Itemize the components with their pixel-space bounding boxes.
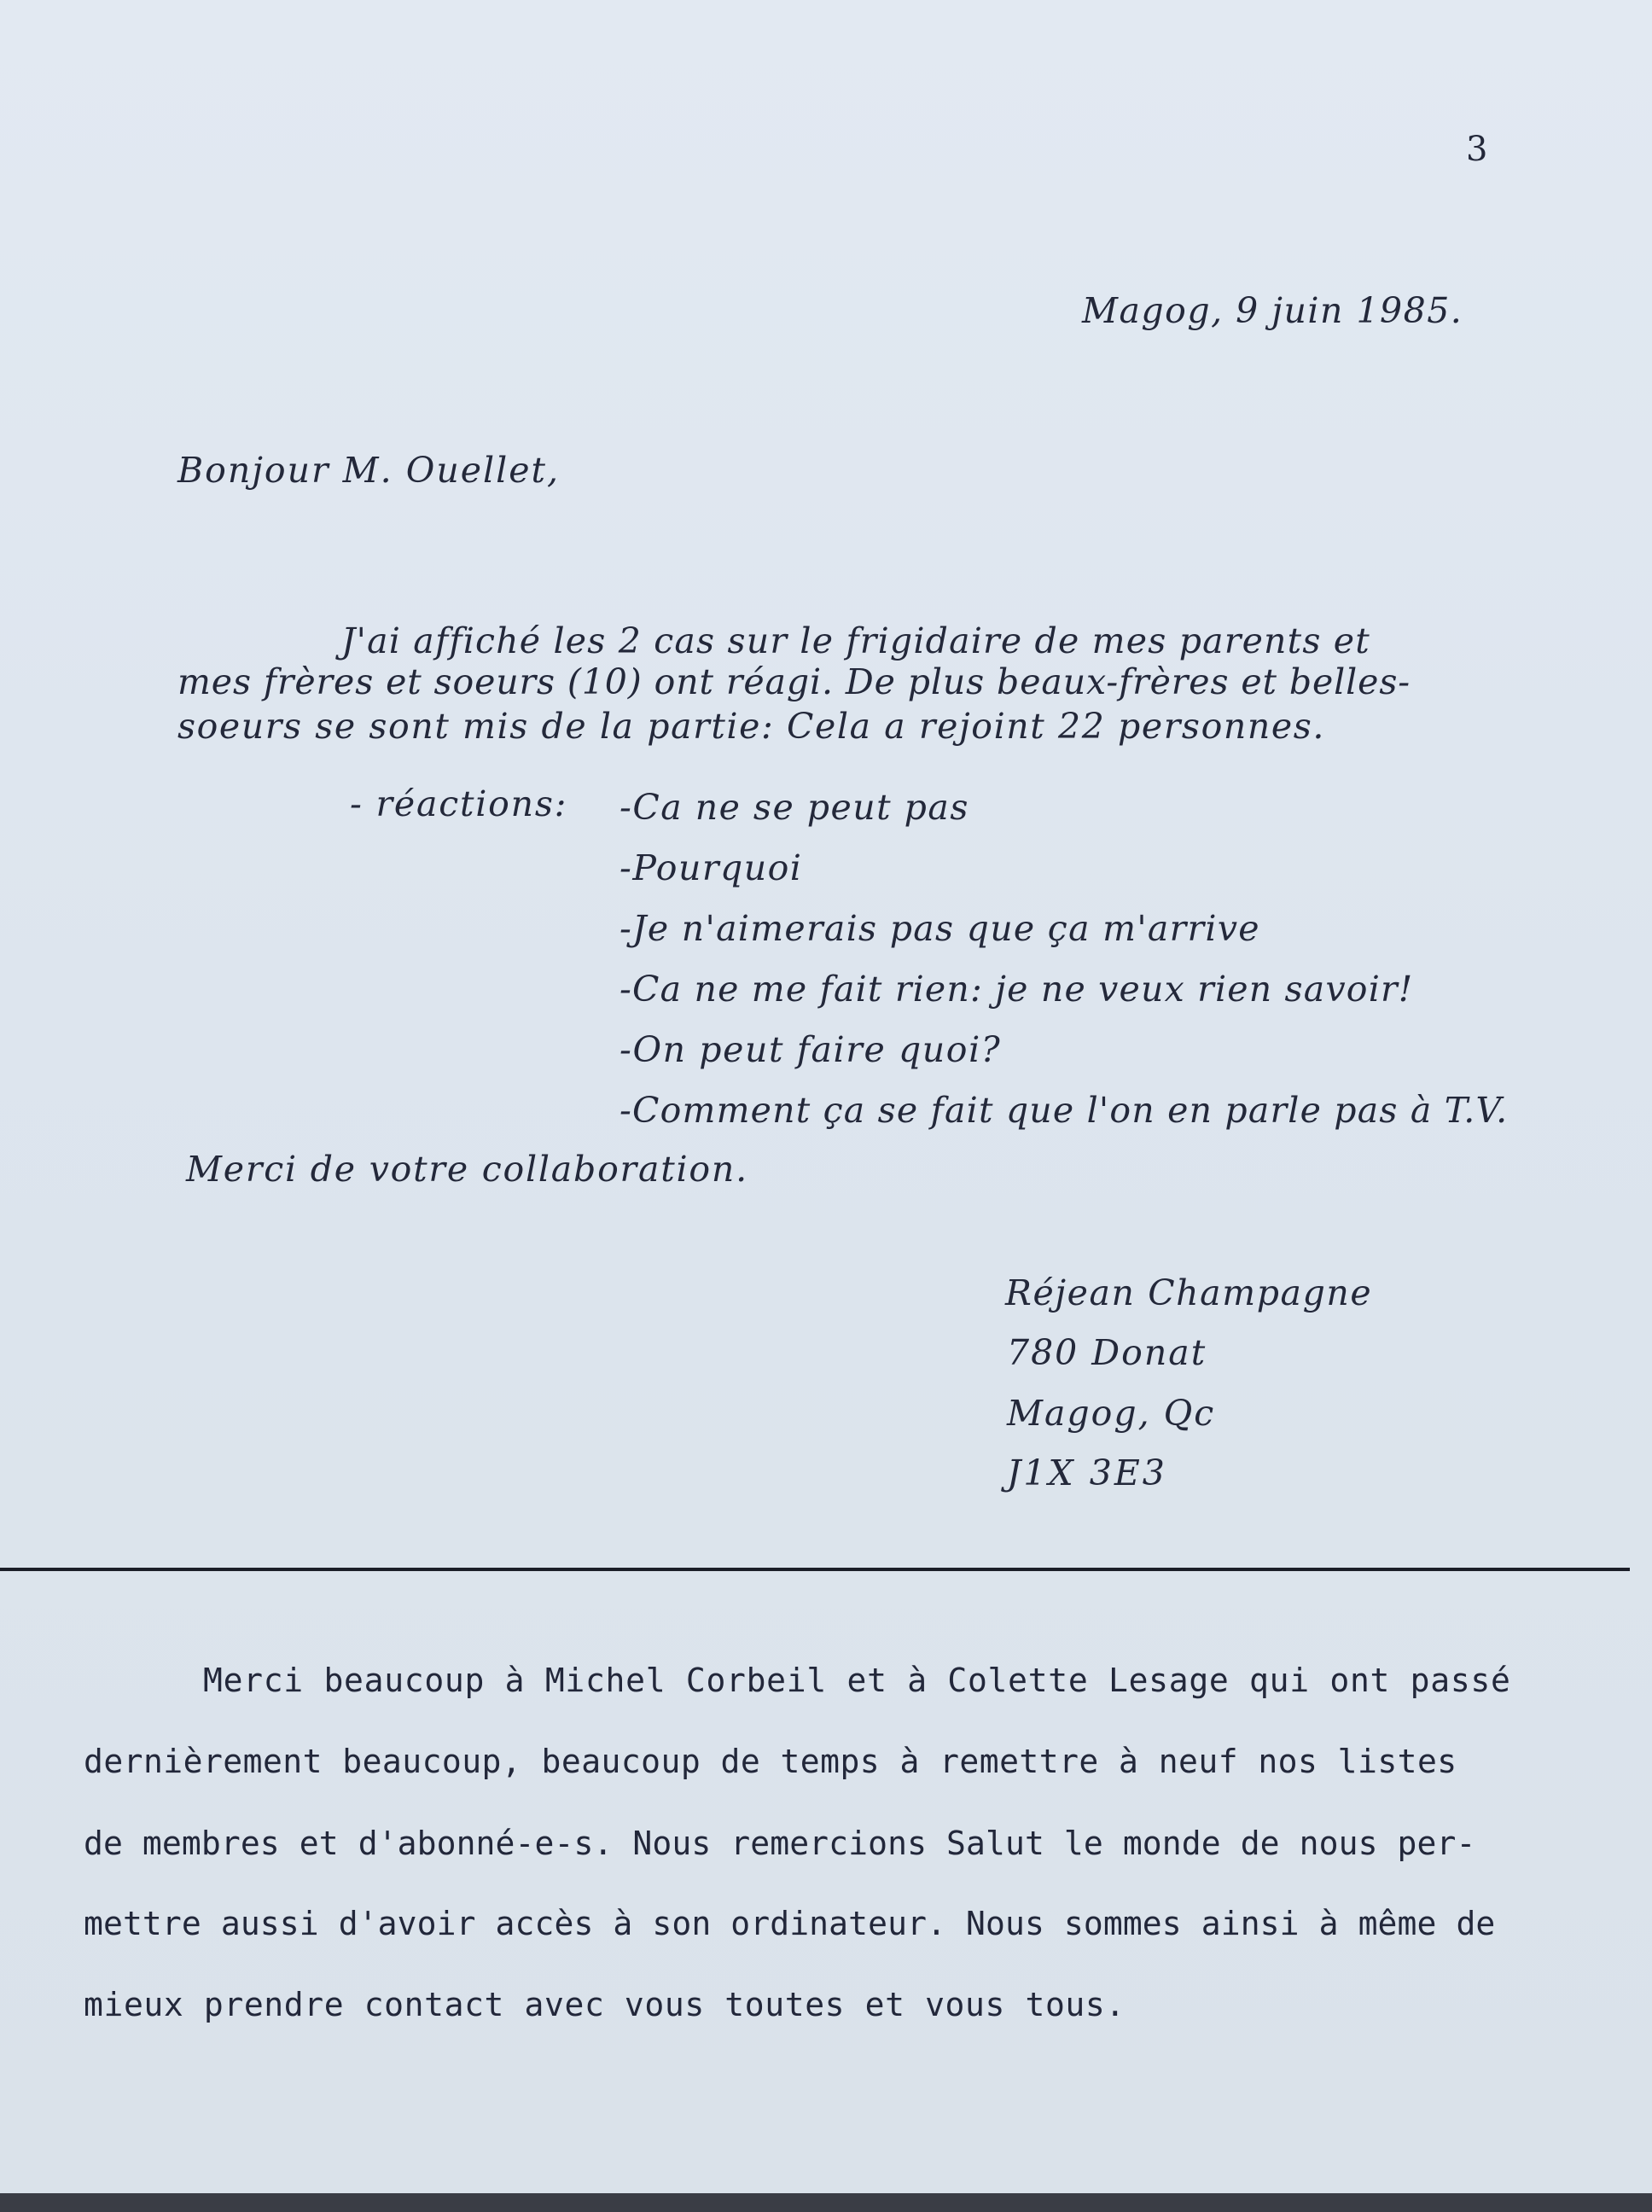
- letter-date: Magog, 9 juin 1985.: [1082, 290, 1463, 331]
- reactions-label: - réactions:: [350, 783, 568, 824]
- paragraph-line: J'ai affiché les 2 cas sur le frigidaire de mes parents et: [341, 620, 1370, 661]
- signature-name: Réjean Champagne: [1005, 1272, 1373, 1313]
- notice-line: mettre aussi d'avoir accès à son ordinateur. Nous sommes ainsi à même de: [84, 1905, 1496, 1942]
- notice-line: Merci beaucoup à Michel Corbeil et à Colette Lesage qui ont passé: [203, 1662, 1511, 1699]
- reaction-item: -Comment ça se fait que l'on en parle pas à T.V.: [620, 1090, 1509, 1131]
- paragraph-line: mes frères et soeurs (10) ont réagi. De plus beaux-frères et belles-: [177, 661, 1411, 702]
- reaction-item: -Je n'aimerais pas que ça m'arrive: [620, 908, 1260, 949]
- notice-line: mieux prendre contact avec vous toutes et vous tous.: [84, 1986, 1126, 2023]
- reaction-item: -Ca ne me fait rien: je ne veux rien savoir!: [620, 969, 1414, 1010]
- reaction-item: -On peut faire quoi?: [620, 1029, 1002, 1070]
- paragraph-line: soeurs se sont mis de la partie: Cela a rejoint 22 personnes.: [177, 706, 1325, 747]
- desk-surface: [0, 2193, 1652, 2212]
- reaction-item: -Pourquoi: [620, 847, 803, 888]
- letter-greeting: Bonjour M. Ouellet,: [177, 450, 560, 491]
- signature-city: Magog, Qc: [1007, 1393, 1216, 1434]
- section-divider: [0, 1568, 1630, 1571]
- signature-street: 780 Donat: [1007, 1332, 1207, 1373]
- signature-postal-code: J1X 3E3: [1007, 1452, 1167, 1493]
- page-number: 3: [1466, 130, 1489, 169]
- letter-closing: Merci de votre collaboration.: [186, 1149, 748, 1190]
- notice-line: de membres et d'abonné-e-s. Nous remercions Salut le monde de nous per-: [84, 1825, 1476, 1862]
- notice-line: dernièrement beaucoup, beaucoup de temps à remettre à neuf nos listes: [84, 1743, 1457, 1780]
- reaction-item: -Ca ne se peut pas: [620, 787, 969, 828]
